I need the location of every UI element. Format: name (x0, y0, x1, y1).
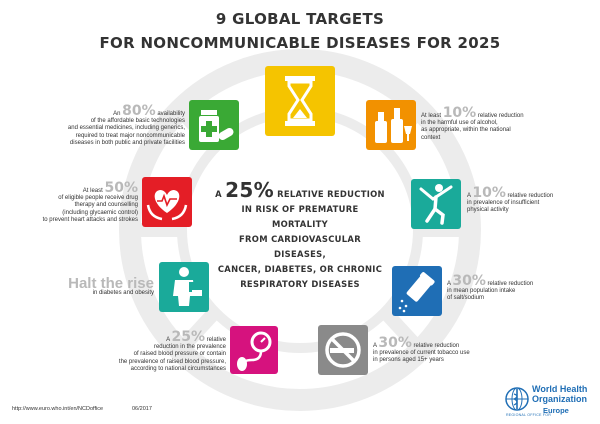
medicines-line-3: and essential medicines, including generics, (67, 125, 185, 132)
heart-tile (142, 177, 192, 227)
title-line-1: 9 GLOBAL TARGETS (215, 10, 385, 28)
blood-pressure-tile (230, 326, 278, 374)
bottles-icon (366, 100, 416, 150)
medicines-value: 80% (122, 103, 156, 119)
who-line-3: Europe (543, 406, 569, 415)
alcohol-prefix: At least (421, 113, 442, 119)
salt-value: 30% (452, 273, 486, 289)
medicines-line-4: required to treat major noncommunicable (75, 132, 185, 139)
running-person-icon (411, 179, 461, 229)
who-logo (504, 384, 598, 422)
center-target (212, 178, 388, 292)
drugs-prefix: At least (82, 188, 103, 194)
target-tobacco (373, 336, 523, 365)
medicine-bottle-icon (189, 100, 239, 150)
salt-line-3: of salt/sodium (447, 295, 485, 302)
center-line-1: RELATIVE REDUCTION (277, 189, 385, 199)
drugs-line-2: therapy and counselling (74, 202, 138, 209)
target-alcohol (421, 106, 561, 142)
activity-value: 10% (472, 185, 506, 201)
target-drugs (14, 181, 138, 224)
pressure-prefix: A (166, 337, 170, 343)
activity-line-3: physical activity (467, 207, 509, 214)
target-activity (467, 186, 587, 215)
hourglass-tile (265, 66, 335, 136)
target-salt (447, 274, 577, 303)
diabetes-line-1: in diabetes and obesity (92, 290, 154, 297)
tobacco-line-3: in persons aged 15+ years (373, 357, 444, 364)
who-line-1: World Health (532, 384, 588, 394)
medicines-line-2: of the affordable basic technologies (90, 118, 185, 125)
alcohol-value: 10% (442, 105, 477, 121)
medicines-tile (189, 100, 239, 150)
activity-tile (411, 179, 461, 229)
alcohol-line-2: in the harmful use of alcohol, (421, 120, 498, 127)
diabetes-value: Halt the rise (68, 275, 154, 292)
pressure-line-3: of raised blood pressure or contain (133, 351, 226, 358)
title-line-2: FOR NONCOMMUNICABLE DISEASES FOR 2025 (99, 34, 501, 52)
pressure-line-2: reduction in the prevalence (153, 344, 226, 351)
center-line-3: FROM CARDIOVASCULAR DISEASES, (239, 234, 361, 259)
drugs-line-3: (including glycaemic control) (62, 209, 138, 216)
drugs-value: 50% (104, 180, 138, 196)
center-line-4: CANCER, DIABETES, OR CHRONIC (217, 264, 383, 274)
who-line-2: Organization (532, 393, 588, 404)
tobacco-prefix: A (373, 343, 377, 349)
target-diabetes (58, 275, 154, 297)
center-value: 25% (225, 178, 274, 202)
salt-tile (392, 266, 442, 316)
footer-url[interactable]: http://www.euro.who.int/en/NCDoffice (12, 406, 103, 412)
activity-line-2: in prevalence of insufficient (467, 200, 540, 207)
medicines-line-1: availability (157, 111, 185, 117)
tobacco-line-1: relative reduction (413, 343, 460, 349)
center-prefix: A (215, 189, 222, 199)
target-pressure (86, 330, 226, 373)
center-headline (212, 178, 388, 202)
heart-hands-icon (142, 177, 192, 227)
activity-prefix: A (467, 193, 471, 199)
center-line-2: IN RISK OF PREMATURE MORTALITY (241, 204, 359, 229)
tobacco-tile (318, 325, 368, 375)
drugs-line-4: to prevent heart attacks and strokes (42, 216, 138, 223)
medicines-prefix: An (113, 111, 121, 117)
target-medicines (55, 104, 185, 147)
obesity-icon (159, 262, 209, 312)
footer-date: 06/2017 (132, 406, 152, 412)
tobacco-line-2: in prevalence of current tobacco use (373, 350, 470, 357)
salt-line-2: in mean population intake (447, 288, 516, 295)
pressure-value: 25% (171, 329, 205, 345)
activity-line-1: relative reduction (507, 193, 554, 199)
tobacco-value: 30% (378, 335, 412, 351)
salt-prefix: A (447, 281, 451, 287)
salt-line-1: relative reduction (487, 281, 534, 287)
alcohol-line-1: relative reduction (477, 113, 524, 119)
salt-shaker-icon (392, 266, 442, 316)
pressure-line-4: the prevalence of raised blood pressure, (118, 358, 226, 365)
blood-pressure-icon (230, 326, 278, 374)
alcohol-tile (366, 100, 416, 150)
hourglass-icon (265, 66, 335, 136)
who-tagline: REGIONAL OFFICE FOR (506, 413, 551, 417)
who-emblem-icon (504, 386, 530, 412)
drugs-line-1: of eligible people receive drug (58, 195, 138, 202)
pressure-line-1: relative (206, 337, 226, 343)
alcohol-line-4: context (421, 134, 441, 141)
diabetes-tile (159, 262, 209, 312)
center-line-5: RESPIRATORY DISEASES (240, 279, 360, 289)
alcohol-line-3: as appropriate, within the national (421, 127, 511, 134)
no-smoking-icon (318, 325, 368, 375)
pressure-line-5: according to national circumstances (130, 365, 226, 372)
medicines-line-5: diseases in both public and private facilities (69, 139, 185, 146)
